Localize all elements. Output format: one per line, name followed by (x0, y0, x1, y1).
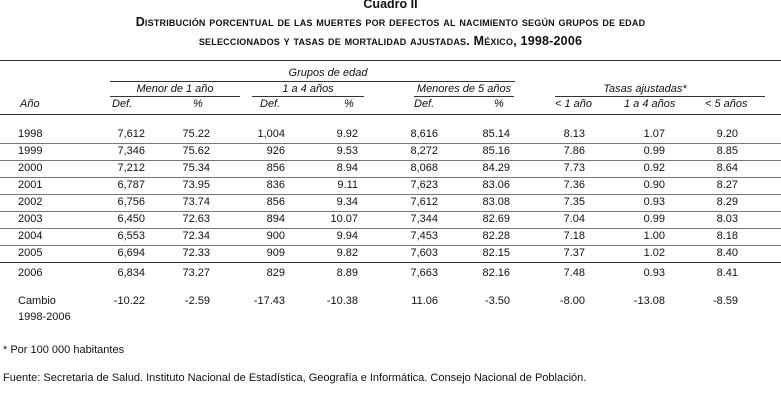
row-separator (0, 228, 781, 229)
value-cell: 7.48 (563, 267, 585, 279)
source-note: Fuente: Secretaria de Salud. Instituto Nacional de Estadística, Geografía e Informática. Consejo Nacional de Población. (3, 372, 587, 384)
value-cell: 0.92 (643, 162, 665, 174)
year-cell: 2000 (18, 162, 43, 174)
header-1-a-4: 1 a 4 años (282, 83, 334, 95)
value-cell: 7.04 (563, 213, 585, 225)
value-cell: 0.99 (643, 213, 665, 225)
value-cell: 1.00 (643, 230, 665, 242)
value-cell: 72.34 (182, 230, 210, 242)
value-cell: 83.06 (482, 179, 510, 191)
year-cell: 2005 (18, 247, 43, 259)
value-cell: 73.74 (182, 196, 210, 208)
header-tasa-menor-1: < 1 año (555, 98, 593, 110)
value-cell: 72.33 (182, 247, 210, 259)
row-separator (0, 160, 781, 161)
value-cell: 75.34 (182, 162, 210, 174)
header-menor-1: Menor de 1 año (136, 83, 214, 95)
header-pct-2: % (344, 98, 354, 110)
value-cell: 1,004 (257, 128, 285, 140)
value-cell: 8.03 (716, 213, 738, 225)
value-cell: 7,453 (410, 230, 438, 242)
value-cell: 8.64 (716, 162, 738, 174)
value-cell: 8.18 (716, 230, 738, 242)
value-cell: 0.99 (643, 145, 665, 157)
header-anio: Año (20, 98, 40, 110)
header-def-1: Def. (112, 98, 133, 110)
value-cell: 7,663 (410, 267, 438, 279)
value-cell: 75.62 (182, 145, 210, 157)
table-number: Cuadro II (363, 0, 418, 11)
value-cell: 7,603 (410, 247, 438, 259)
value-cell: 7.37 (563, 247, 585, 259)
value-cell: 7,344 (410, 213, 438, 225)
value-cell: 10.07 (330, 213, 358, 225)
header-def-2: Def. (260, 98, 281, 110)
cambio-label: Cambio (18, 295, 56, 307)
uno-cuatro-rule (252, 96, 364, 97)
value-cell: 836 (266, 179, 285, 191)
cambio-value: -13.08 (633, 295, 665, 307)
row-separator (0, 245, 781, 246)
year-cell: 1999 (18, 145, 43, 157)
value-cell: 856 (266, 162, 285, 174)
value-cell: 9.92 (336, 128, 358, 140)
year-cell: 2001 (18, 179, 43, 191)
value-cell: 7.86 (563, 145, 585, 157)
tasas-rule (555, 96, 765, 97)
value-cell: 7.73 (563, 162, 585, 174)
value-cell: 0.90 (643, 179, 665, 191)
value-cell: 8,616 (410, 128, 438, 140)
value-cell: 8.13 (563, 128, 585, 140)
value-cell: 894 (266, 213, 285, 225)
value-cell: 8.85 (716, 145, 738, 157)
value-cell: 7.18 (563, 230, 585, 242)
value-cell: 8,068 (410, 162, 438, 174)
value-cell: 8.94 (336, 162, 358, 174)
value-cell: 83.08 (482, 196, 510, 208)
menores-5-rule (414, 96, 514, 97)
header-grupos-edad: Grupos de edad (288, 67, 368, 79)
value-cell: 8.40 (716, 247, 738, 259)
header-pct-1: % (193, 98, 203, 110)
value-cell: 7.35 (563, 196, 585, 208)
table-title-line-2: seleccionados y tasas de mortalidad ajustadas. México, 1998-2006 (198, 34, 583, 48)
value-cell: 926 (266, 145, 285, 157)
value-cell: 8.29 (716, 196, 738, 208)
value-cell: 75.22 (182, 128, 210, 140)
value-cell: 9.94 (336, 230, 358, 242)
value-cell: 85.16 (482, 145, 510, 157)
header-def-3: Def. (414, 98, 435, 110)
value-cell: 7.36 (563, 179, 585, 191)
value-cell: 6,450 (117, 213, 145, 225)
year-cell: 2002 (18, 196, 43, 208)
table-title-line-1: Distribución porcentual de las muertes por defectos al nacimiento según grupos de edad (135, 15, 646, 29)
value-cell: 909 (266, 247, 285, 259)
cambio-period: 1998-2006 (18, 311, 71, 323)
value-cell: 0.93 (643, 267, 665, 279)
year-cell: 2003 (18, 213, 43, 225)
header-rule (0, 114, 781, 115)
value-cell: 856 (266, 196, 285, 208)
header-tasa-1-a-4: 1 a 4 años (624, 98, 676, 110)
header-menores-5: Menores de 5 años (416, 83, 512, 95)
value-cell: 0.93 (643, 196, 665, 208)
value-cell: 6,756 (117, 196, 145, 208)
value-cell: 82.16 (482, 267, 510, 279)
cambio-value: -10.22 (113, 295, 145, 307)
cambio-value: -3.50 (484, 295, 510, 307)
grupos-rule (110, 81, 515, 82)
value-cell: 829 (266, 267, 285, 279)
cambio-value: 11.06 (411, 295, 438, 307)
value-cell: 7,346 (117, 145, 145, 157)
value-cell: 7,612 (117, 128, 145, 140)
menor-1-rule (110, 96, 240, 97)
value-cell: 9.20 (716, 128, 738, 140)
value-cell: 8.41 (716, 267, 738, 279)
footnote: * Por 100 000 habitantes (3, 344, 125, 356)
value-cell: 900 (266, 230, 285, 242)
value-cell: 82.15 (482, 247, 510, 259)
value-cell: 6,834 (117, 267, 145, 279)
header-tasa-menor-5: < 5 años (705, 98, 748, 110)
value-cell: 7,623 (410, 179, 438, 191)
header-tasas: Tasas ajustadas* (603, 83, 687, 95)
value-cell: 72.63 (182, 213, 210, 225)
value-cell: 85.14 (482, 128, 510, 140)
value-cell: 6,787 (117, 179, 145, 191)
value-cell: 82.69 (482, 213, 510, 225)
value-cell: 7,612 (410, 196, 438, 208)
value-cell: 7,212 (117, 162, 145, 174)
cambio-value: -8.00 (559, 295, 585, 307)
top-rule (0, 60, 781, 61)
cambio-value: -8.59 (712, 295, 738, 307)
value-cell: 1.02 (643, 247, 665, 259)
value-cell: 8.89 (336, 267, 358, 279)
value-cell: 9.53 (336, 145, 358, 157)
row-separator (0, 262, 781, 263)
value-cell: 8.27 (716, 179, 738, 191)
row-separator (0, 211, 781, 212)
cambio-value: -10.38 (326, 295, 358, 307)
header-pct-3: % (494, 98, 504, 110)
value-cell: 73.95 (182, 179, 210, 191)
row-separator (0, 177, 781, 178)
value-cell: 8,272 (410, 145, 438, 157)
year-cell: 2006 (18, 267, 43, 279)
value-cell: 73.27 (182, 267, 210, 279)
year-cell: 2004 (18, 230, 43, 242)
cambio-value: -17.43 (253, 295, 285, 307)
row-separator (0, 143, 781, 144)
year-cell: 1998 (18, 128, 43, 140)
value-cell: 6,553 (117, 230, 145, 242)
value-cell: 82.28 (482, 230, 510, 242)
value-cell: 9.34 (336, 196, 358, 208)
value-cell: 84.29 (482, 162, 510, 174)
value-cell: 6,694 (117, 247, 145, 259)
value-cell: 9.11 (337, 179, 358, 191)
row-separator (0, 194, 781, 195)
cambio-value: -2.59 (184, 295, 210, 307)
value-cell: 1.07 (643, 128, 665, 140)
value-cell: 9.82 (336, 247, 358, 259)
